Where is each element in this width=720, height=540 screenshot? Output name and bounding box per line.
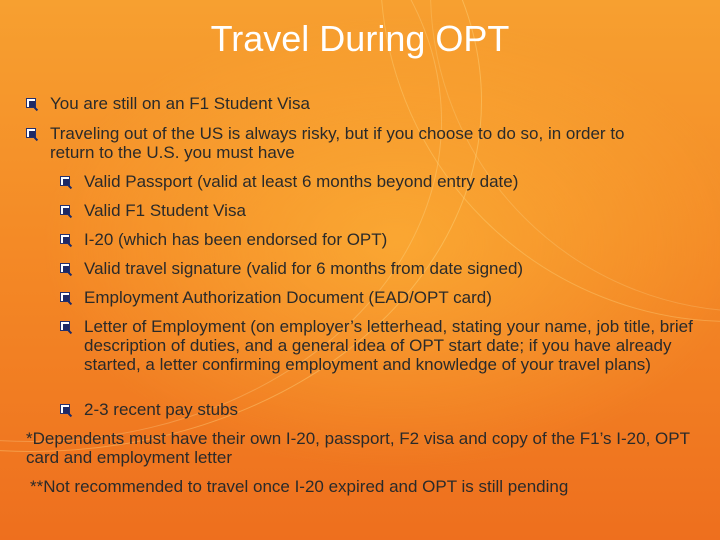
checkbox-bullet-icon	[60, 176, 70, 186]
checkbox-bullet-icon	[60, 234, 70, 244]
sub-bullet-item	[60, 400, 700, 419]
sub-bullet-text: Valid travel signature (valid for 6 months from date signed)	[84, 259, 524, 278]
sub-bullet-item	[60, 230, 700, 249]
sub-bullet-item	[60, 317, 700, 374]
footnote-dependents: *Dependents must have their own I-20, passport, F2 visa and copy of the F1’s I-20, OPT card and employment letter	[26, 429, 690, 467]
checkbox-bullet-icon	[26, 98, 36, 108]
sub-bullet-item	[60, 172, 700, 191]
slide-title: Travel During OPT	[210, 18, 510, 59]
checkbox-bullet-icon	[60, 321, 70, 331]
bullet-item	[26, 124, 686, 162]
sub-bullet-text: Valid Passport (valid at least 6 months beyond entry date)	[84, 172, 519, 191]
footnote-not-recommended: **Not recommended to travel once I-20 expired and OPT is still pending	[30, 477, 569, 496]
sub-bullet-text: Employment Authorization Document (EAD/OPT card)	[84, 288, 492, 307]
checkbox-bullet-icon	[26, 128, 36, 138]
checkbox-bullet-icon	[60, 263, 70, 273]
checkbox-bullet-icon	[60, 205, 70, 215]
sub-bullet-item	[60, 288, 700, 307]
sub-bullet-item	[60, 259, 700, 278]
sub-bullet-text: 2-3 recent pay stubs	[84, 400, 239, 419]
checkbox-bullet-icon	[60, 404, 70, 414]
sub-bullet-text: Valid F1 Student Visa	[84, 201, 246, 220]
checkbox-bullet-icon	[60, 292, 70, 302]
bullet-item	[26, 94, 696, 113]
sub-bullet-item	[60, 201, 700, 220]
bullet-text: Traveling out of the US is always risky, but if you choose to do so, in order to return to the U.S. you must have	[50, 124, 625, 162]
bullet-text: You are still on an F1 Student Visa	[50, 94, 310, 113]
sub-bullet-text: Letter of Employment (on employer’s letterhead, stating your name, job title, brief description of duties, and a general idea of OPT start date; if you have already started, a letter confirming employment and knowledge of your travel plans)	[84, 317, 693, 374]
sub-bullet-text: I-20 (which has been endorsed for OPT)	[84, 230, 388, 249]
